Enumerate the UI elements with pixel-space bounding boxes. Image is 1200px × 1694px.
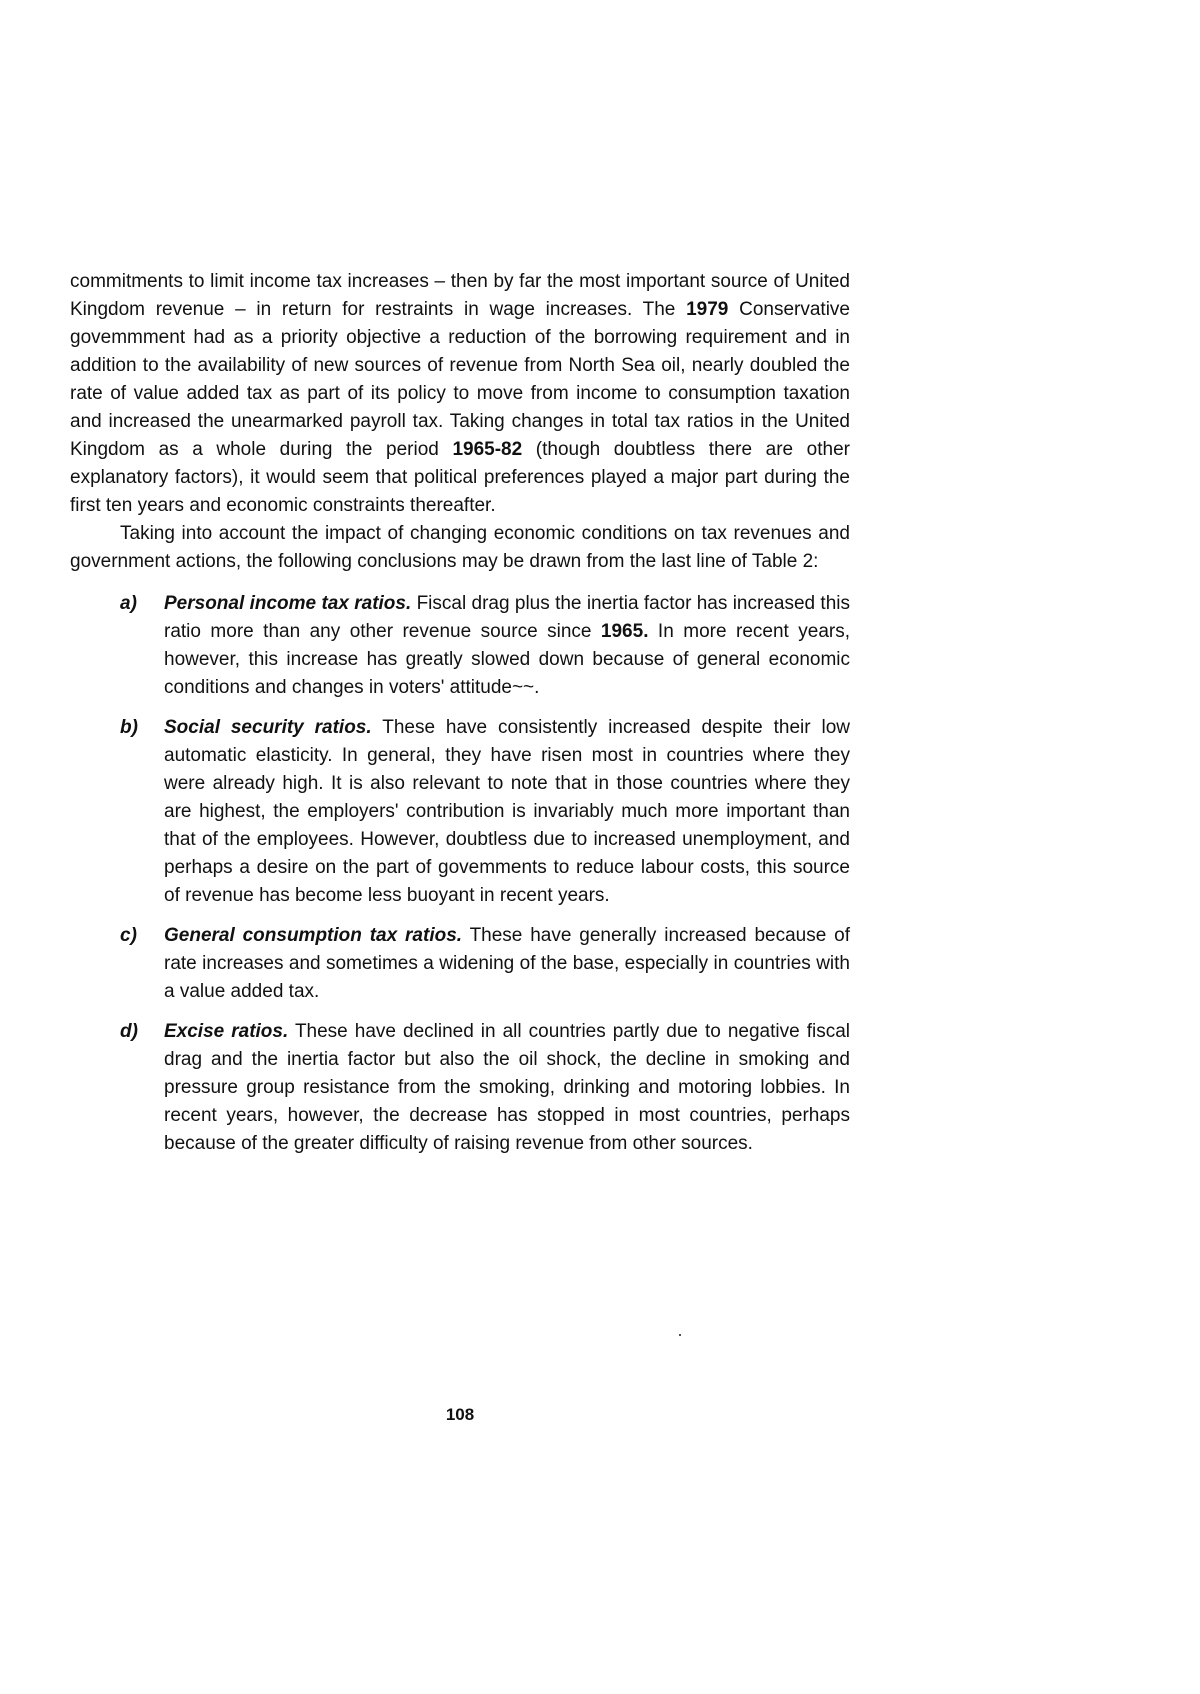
list-item-general-consumption-tax <box>70 922 850 1006</box>
list-item-excise <box>70 1018 850 1158</box>
paragraph-uk-politics <box>70 268 850 520</box>
paragraph-text: (though doubtless there are other explanatory factors), it would seem that political preferences played a major part during the first ten years and economic constraints thereafter. <box>70 439 850 516</box>
list-marker: a) <box>120 593 137 614</box>
stray-mark <box>679 1334 681 1336</box>
period-1965-82: 1965-82 <box>452 439 523 460</box>
item-text: Fiscal drag plus the inertia factor has increased this ratio more than any other revenue source since <box>164 593 850 642</box>
item-text: These have declined in all countries partly due to negative fiscal drag and the inertia factor but also the oil shock, the decline in smoking and pressure group resistance from the smoking, drinking and motoring lobbies. In recent years, however, the decrease has stopped in most countries, perhaps because of the greater difficulty of raising revenue from other sources. <box>164 1021 850 1154</box>
conclusions-list <box>70 590 850 1158</box>
body-text <box>70 268 850 1170</box>
paragraph-conclusions-intro: Taking into account the impact of changing economic conditions on tax revenues and government actions, the following conclusions may be drawn from the last line of Table 2: <box>70 523 850 572</box>
item-term: General consumption tax ratios. <box>164 925 463 946</box>
year-1979: 1979 <box>686 299 729 320</box>
item-text: In more recent years, however, this increase has greatly slowed down because of general economic conditions and changes in voters' attitude~~. <box>164 621 850 698</box>
paragraph-text: commitments to limit income tax increases – then by far the most important source of United Kingdom revenue – in return for restraints in wage increases. The <box>70 271 850 320</box>
item-text: These have generally increased because of rate increases and sometimes a widening of the base, especially in countries with a value added tax. <box>164 925 850 1002</box>
item-term: Personal income tax ratios. <box>164 593 412 614</box>
item-term: Excise ratios. <box>164 1021 289 1042</box>
list-marker: d) <box>120 1021 138 1042</box>
list-item-personal-income-tax <box>70 590 850 702</box>
paragraph-text: Conservative govemmment had as a priority objective a reduction of the borrowing requirement and in addition to the availability of new sources of revenue from North Sea oil, nearly doubled the rate of value added tax as part of its policy to move from income to consumption taxation and increased the unearmarked payroll tax. Taking changes in total tax ratios in the United Kingdom as a whole during the period <box>70 299 850 460</box>
item-term: Social security ratios. <box>164 717 372 738</box>
year-1965: 1965. <box>600 621 649 642</box>
page-number: 108 <box>445 1405 475 1424</box>
item-text: These have consistently increased despite their low automatic elasticity. In general, they have risen most in countries where they were already high. It is also relevant to note that in those countries where they are highest, the employers' contribution is invariably much more important than that of the employees. However, doubtless due to increased unemployment, and perhaps a desire on the part of govemments to reduce labour costs, this source of revenue has become less buoyant in recent years. <box>164 717 850 906</box>
list-marker: c) <box>120 925 137 946</box>
list-item-social-security <box>70 714 850 910</box>
list-marker: b) <box>120 717 138 738</box>
